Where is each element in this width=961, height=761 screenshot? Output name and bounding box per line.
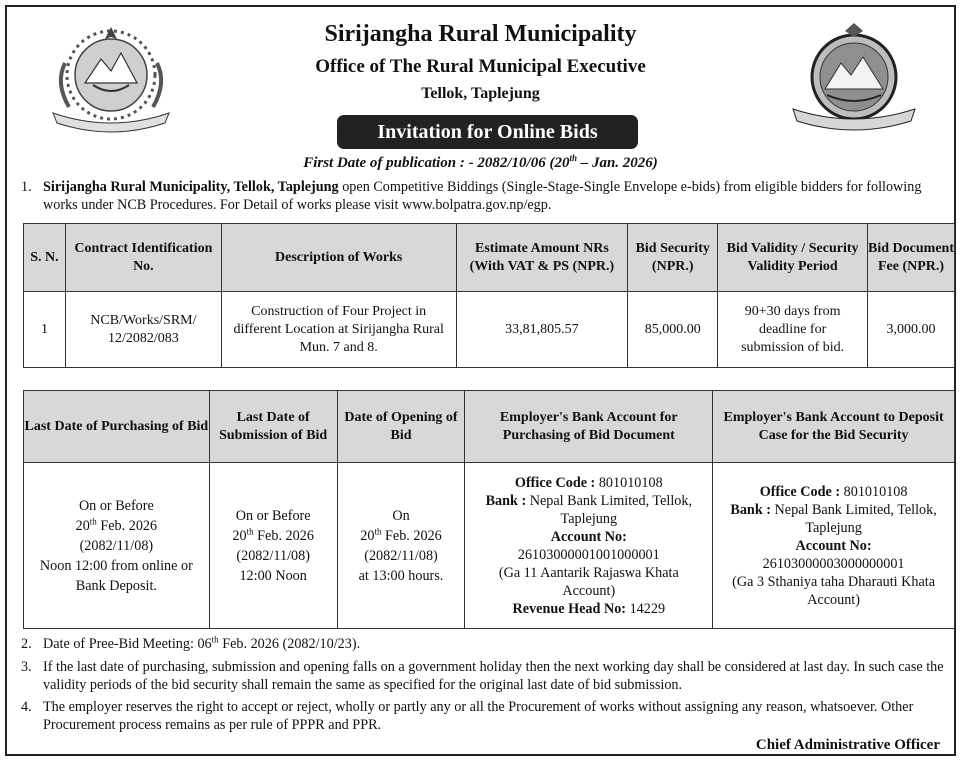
works-table-header: S. N. Contract Identification No. Description of Works Estimate Amount NRs (With VAT & PS (NPR.) Bid Security (NPR.) Bid Validity / Security Validity Period Bid Document Fee (NPR.): [24, 224, 955, 292]
office-title: Office of The Rural Municipal Executive: [315, 56, 646, 77]
table-row: [24, 463, 955, 629]
submission-date-cell: On or Before 20th Feb. 2026 (2082/11/08) 12:00 Noon: [209, 463, 337, 629]
works-table: [23, 223, 955, 368]
office-location: Tellok, Taplejung: [421, 85, 540, 102]
clause-1: 1. Sirijangha Rural Municipality, Tellok, Taplejung open Competitive Biddings (Single-Stage-Single Envelope e-bids) from eligible bidders for following works under NCB Procedures. For Detail of works please visit www.bolpatra.gov.np/egp.: [21, 179, 922, 213]
purchase-bank-cell: Office Code : 801010108 Bank : Nepal Bank Limited, Tellok, Taplejung Account No: 26103000001001000001 (Ga 11 Aantarik Rajaswa Khata Account) Revenue Head No: 14229: [465, 463, 713, 629]
dates-bank-table: [23, 390, 955, 629]
opening-date-cell: On 20th Feb. 2026 (2082/11/08) at 13:00 hours.: [337, 463, 465, 629]
clause-3: 3. If the last date of purchasing, submission and opening falls on a government holiday then the next working day shall be considered at last day. In such case the validity periods of the bid security shall remain the same as specified for the original last date of bid submission.: [21, 659, 944, 693]
clause-2: 2. Date of Pree-Bid Meeting: 06th Feb. 2026 (2082/10/23).: [21, 634, 361, 652]
notice-page: [5, 5, 956, 756]
security-bank-cell: Office Code : 801010108 Bank : Nepal Bank Limited, Tellok, Taplejung Account No: 26103000003000000001 (Ga 3 Sthaniya taha Dharauti Khata Account): [713, 463, 955, 629]
dates-table-header: Last Date of Purchasing of Bid Last Date of Submission of Bid Date of Opening of Bid Employer's Bank Account for Purchasing of Bid Document Employer's Bank Account to Deposit Case for the Bid Security: [24, 391, 955, 463]
municipality-title: Sirijangha Rural Municipality: [324, 21, 637, 47]
notice-banner: Invitation for Online Bids: [337, 115, 638, 149]
publication-date: First Date of publication : - 2082/10/06 (20th – Jan. 2026): [303, 153, 658, 171]
signature-title: Chief Administrative Officer: [755, 737, 940, 753]
table-row: 1 NCB/Works/SRM/ 12/2082/083 Construction of Four Project in different Location at Sirijangha Rural Mun. 7 and 8. 33,81,805.57 85,000.00 90+30 days from deadline for submission of bid. 3,000.00: [24, 292, 955, 368]
clause-4: 4. The employer reserves the right to accept or reject, wholly or partly any or all the Procurement of works without assigning any reason, whatsoever. Other Procurement process remains as per rule of PPPR and PPR.: [21, 699, 914, 733]
purchase-date-cell: On or Before 20th Feb. 2026 (2082/11/08) Noon 12:00 from online or Bank Deposit.: [24, 463, 210, 629]
